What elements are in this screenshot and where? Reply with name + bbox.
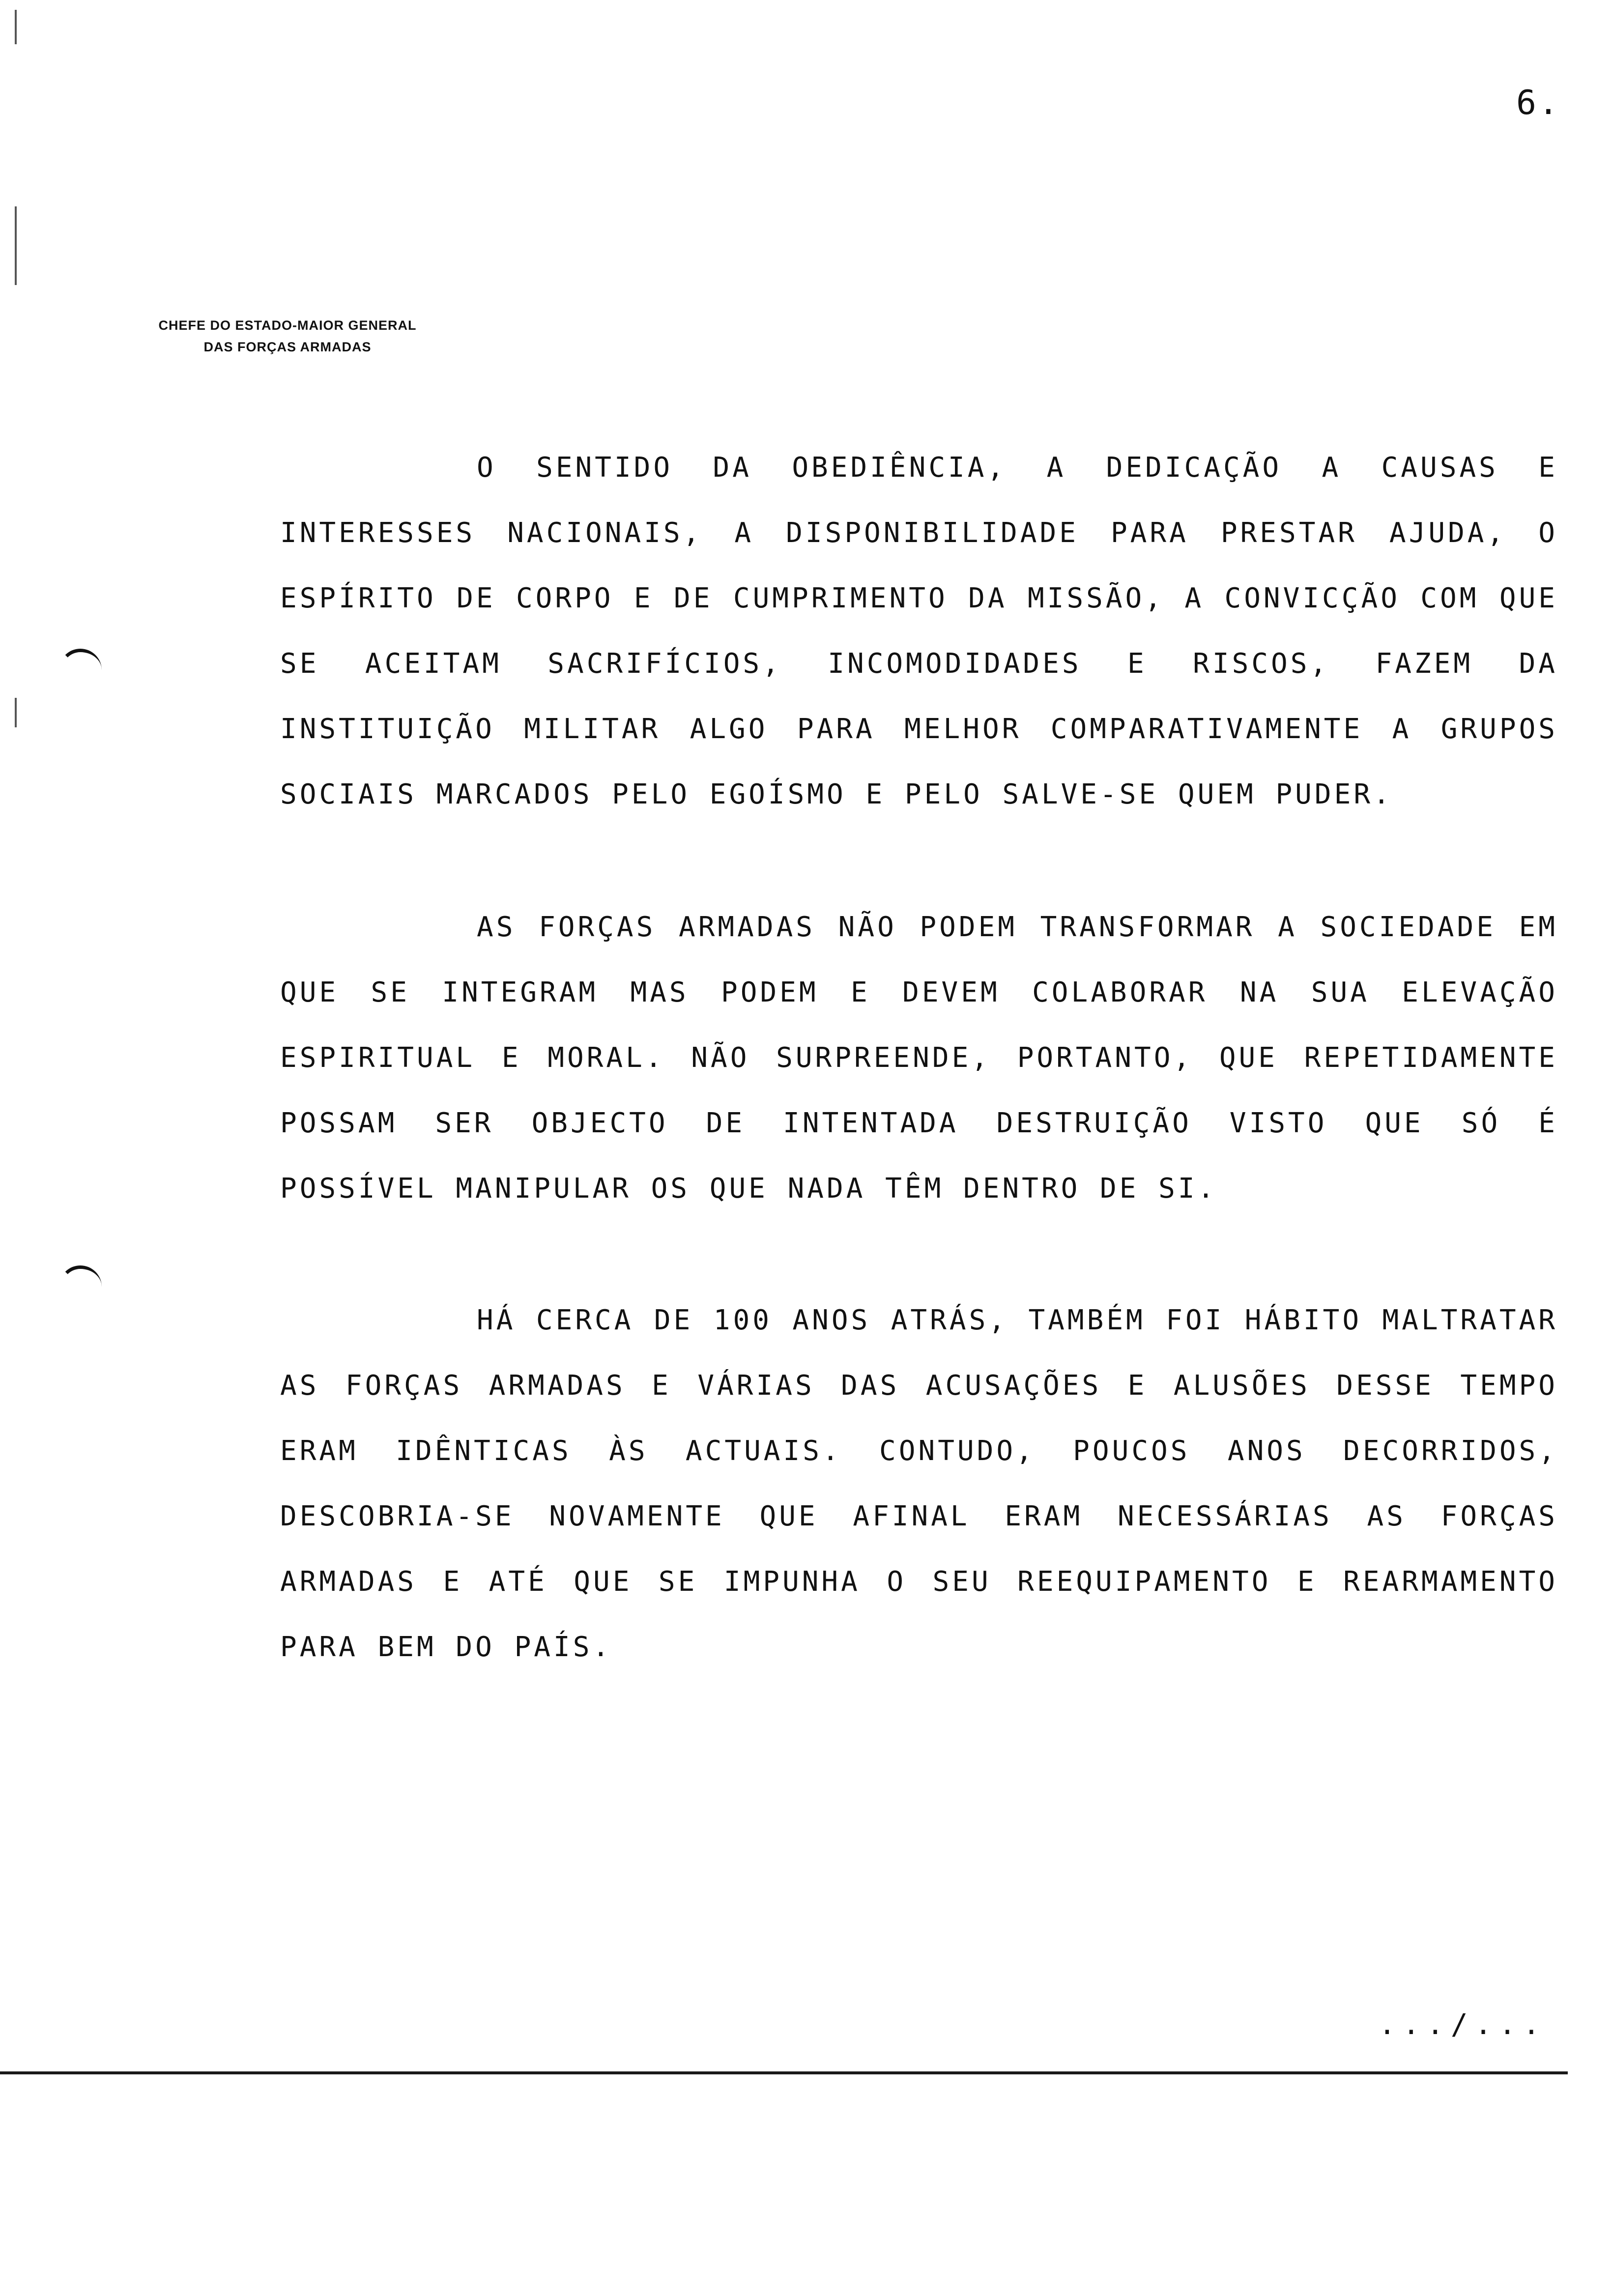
scan-speck — [15, 10, 17, 44]
body-paragraph: HÁ CERCA DE 100 ANOS ATRÁS, TAMBÉM FOI HÁBITO MALTRATAR AS FORÇAS ARMADAS E VÁRIAS DAS ACUSAÇÕES E ALUSÕES DESSE TEMPO ERAM IDÊNTICAS ÀS ACTUAIS. CONTUDO, POUCOS ANOS DECORRIDOS, DESCOBRIA-SE NOVAMENTE QUE AFINAL ERAM NECESSÁRIAS AS FORÇAS ARMADAS E ATÉ QUE SE IMPUNHA O SEU REEQUIPAMENTO E REARMAMENTO PARA BEM DO PAÍS. — [280, 1304, 1558, 1663]
body-paragraph: AS FORÇAS ARMADAS NÃO PODEM TRANSFORMAR A SOCIEDADE EM QUE SE INTEGRAM MAS PODEM E DEVEM COLABORAR NA SUA ELEVAÇÃO ESPIRITUAL E MORAL. NÃO SURPREENDE, PORTANTO, QUE REPETIDAMENTE POSSAM SER OBJECTO DE INTENTADA DESTRUIÇÃO VISTO QUE SÓ É POSSÍVEL MANIPULAR OS QUE NADA TÊM DENTRO DE SI. — [280, 911, 1558, 1205]
scan-speck — [15, 206, 17, 285]
letterhead-line-1: CHEFE DO ESTADO-MAIOR GENERAL — [158, 318, 417, 333]
letterhead — [111, 315, 464, 358]
body-paragraph: O SENTIDO DA OBEDIÊNCIA, A DEDICAÇÃO A CAUSAS E INTERESSES NACIONAIS, A DISPONIBILIDADE PARA PRESTAR AJUDA, O ESPÍRITO DE CORPO E DE CUMPRIMENTO DA MISSÃO, A CONVICÇÃO COM QUE SE ACEITAM SACRIFÍCIOS, INCOMODIDADES E RISCOS, FAZEM DA INSTITUIÇÃO MILITAR ALGO PARA MELHOR COMPARATIVAMENTE A GRUPOS SOCIAIS MARCADOS PELO EGOÍSMO E PELO SALVE-SE QUEM PUDER. — [280, 452, 1558, 810]
scan-speck — [15, 698, 17, 727]
margin-bracket-mark — [59, 649, 102, 672]
continuation-marker: .../... — [1379, 2008, 1547, 2041]
page-number: 6. — [1516, 84, 1560, 122]
bottom-rule — [0, 2071, 1568, 2074]
margin-bracket-mark — [59, 1265, 102, 1289]
letterhead-line-2: DAS FORÇAS ARMADAS — [203, 340, 372, 354]
